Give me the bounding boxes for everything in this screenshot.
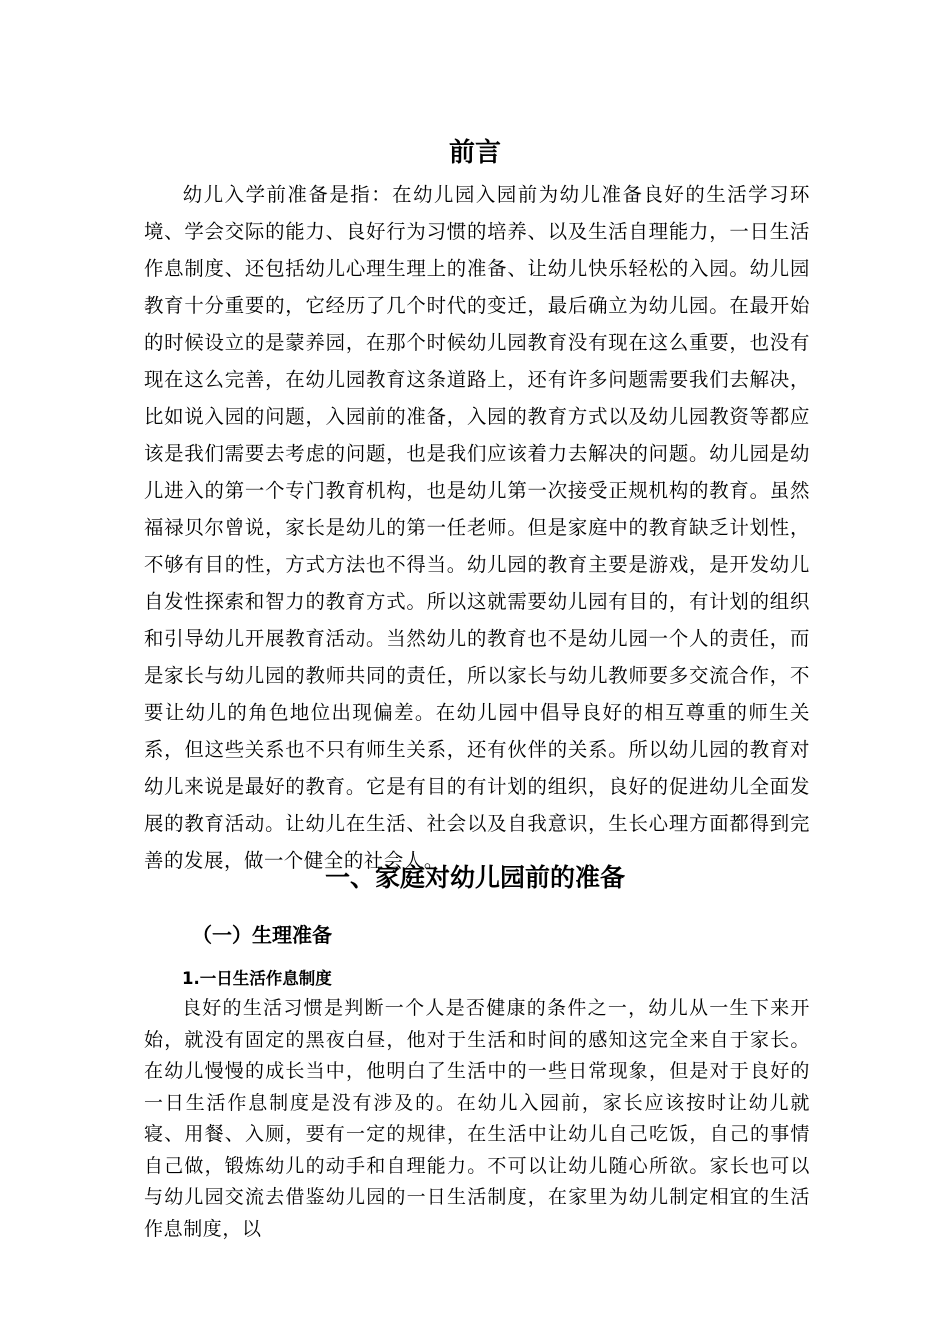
section-heading: （一）生理准备 — [192, 923, 332, 947]
subsection-heading: 1.一日生活作息制度 — [182, 969, 332, 988]
preface-title: 前言 — [448, 138, 501, 168]
preface-paragraph: 幼儿入学前准备是指：在幼儿园入园前为幼儿准备良好的生活学习环境、学会交际的能力、良好行为习惯的培养、以及生活自理能力，一日生活作息制度、还包括幼儿心理生理上的准备、让幼儿快乐轻松的入园。幼儿园教育十分重要的，它经历了几个时代的变迁，最后确立为幼儿园。在最开始的时候设立的是蒙养园，在那个时候幼儿园教育没有现在这么重要，也没有现在这么完善，在幼儿园教育这条道路上，还有许多问题需要我们去解决，比如说入园的问题，入园前的准备，入园的教育方式以及幼儿园教资等都应该是我们需要去考虑的问题，也是我们应该着力去解决的问题。幼儿园是幼儿进入的第一个专门教育机构，也是幼儿第一次接受正规机构的教育。虽然福禄贝尔曾说，家长是幼儿的第一任老师。但是家庭中的教育缺乏计划性，不够有目的性，方式方法也不得当。幼儿园的教育主要是游戏，是开发幼儿自发性探索和智力的教育方式。所以这就需要幼儿园有目的，有计划的组织和引导幼儿开展教育活动。当然幼儿的教育也不是幼儿园一个人的责任，而是家长与幼儿园的教师共同的责任，所以家长与幼儿教师要多交流合作，不要让幼儿的角色地位出现偏差。在幼儿园中倡导良好的相互尊重的师生关系，但这些关系也不只有师生关系，还有伙伴的关系。所以幼儿园的教育对幼儿来说是最好的教育。它是有目的有计划的组织，良好的促进幼儿全面发展的教育活动。让幼儿在生活、社会以及自我意识，生长心理方面都得到完善的发展，做一个健全的社会人。 — [144, 183, 810, 872]
section-paragraph: 良好的生活习惯是判断一个人是否健康的条件之一，幼儿从一生下来开始，就没有固定的黑夜白昼，他对于生活和时间的感知这完全来自于家长。在幼儿慢慢的成长当中，他明白了生活中的一些日常现象，但是对于良好的一日生活作息制度是没有涉及的。在幼儿入园前，家长应该按时让幼儿就寝、用餐、入厕，要有一定的规律，在生活中让幼儿自己吃饭，自己的事情自己做，锻炼幼儿的动手和自理能力。不可以让幼儿随心所欲。家长也可以与幼儿园交流去借鉴幼儿园的一日生活制度，在家里为幼儿制定相宜的生活作息制度，以 — [144, 997, 810, 1240]
chapter-heading: 一、家庭对幼儿园前的准备 — [324, 863, 625, 892]
